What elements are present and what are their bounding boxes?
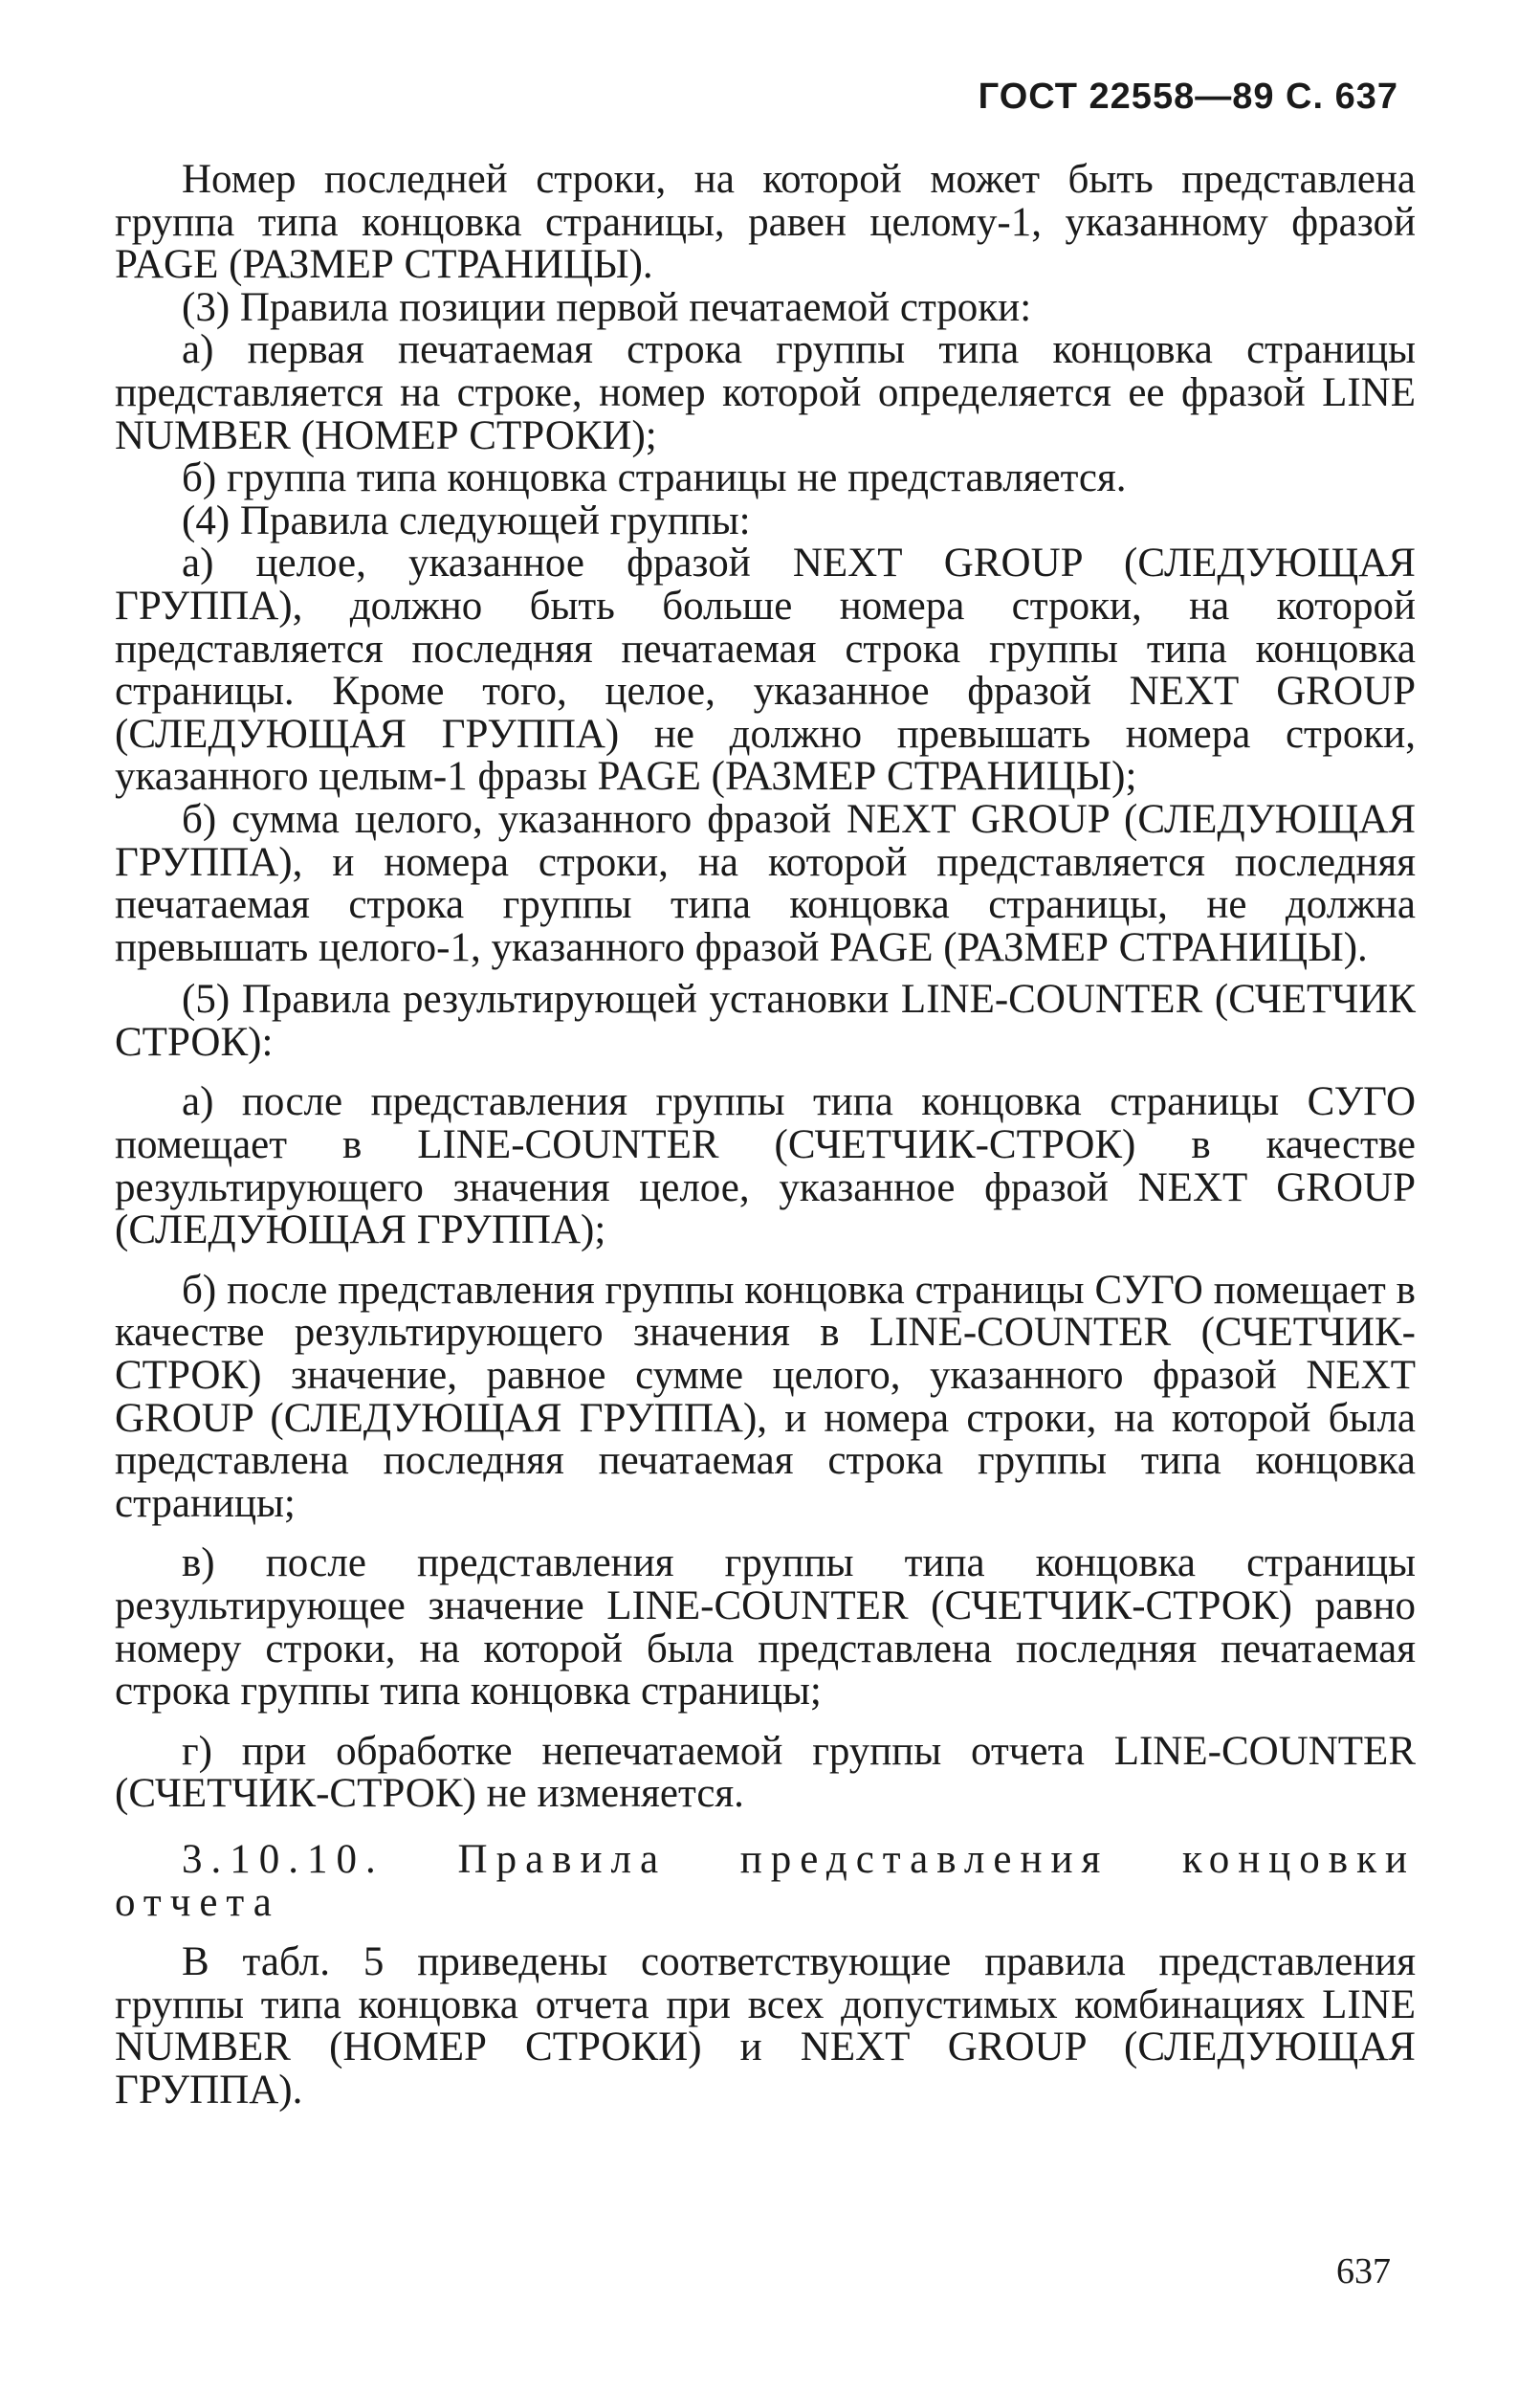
- running-header: ГОСТ 22558—89 С. 637: [978, 77, 1398, 117]
- paragraph-rule-4a: а) целое, указанное фразой NEXT GROUP (СЛЕДУЮЩАЯ ГРУППА), должно быть больше номера строки, на которой представляется последняя печатаемая строка группы типа концовка страницы. Кроме того, целое, указанное фразой NEXT GROUP (СЛЕДУЮЩАЯ ГРУППА) не должно превышать номера строки, указанного целым-1 фразы PAGE (РАЗМЕР СТРАНИЦЫ);: [115, 541, 1416, 800]
- paragraph-rule-5a: а) после представления группы типа концовка страницы СУГО помещает в LINE-COUNTER (СЧЕТЧИК-СТРОК) в качестве результирующего значения целое, указанное фразой NEXT GROUP (СЛЕДУЮЩАЯ ГРУППА);: [115, 1079, 1416, 1253]
- paragraph-rule-5-heading: (5) Правила результирующей установки LINE-COUNTER (СЧЕТЧИК СТРОК):: [115, 977, 1416, 1065]
- paragraph-rule-3b: б) группа типа концовка страницы не представляется.: [182, 455, 1127, 501]
- paragraph-last-line-number: Номер последней строки, на которой может быть представлена группа типа концовка страницы, равен целому-1, указанному фразой PAGE (РАЗМЕР СТРАНИЦЫ).: [115, 157, 1416, 288]
- page-number: 637: [1336, 2251, 1391, 2291]
- paragraph-rule-5g: г) при обработке непечатаемой группы отчета LINE-COUNTER (СЧЕТЧИК-СТРОК) не изменяется.: [115, 1728, 1416, 1817]
- paragraph-rule-5b: б) после представления группы концовка страницы СУГО помещает в качестве результирующего значения в LINE-COUNTER (СЧЕТЧИК-СТРОК) значение, равное сумме целого, указанного фразой NEXT GROUP (СЛЕДУЮЩАЯ ГРУППА), и номера строки, на которой была представлена последняя печатаемая строка группы типа концовка страницы;: [115, 1267, 1416, 1526]
- paragraph-rule-3a: а) первая печатаемая строка группы типа концовка страницы представляется на строке, номер которой определяется ее фразой LINE NUMBER (НОМЕР СТРОКИ);: [115, 327, 1416, 458]
- section-heading-3-10-10: 3.10.10. Правила представления концовки отчета: [115, 1836, 1416, 1925]
- paragraph-rule-3-heading: (3) Правила позиции первой печатаемой строки:: [182, 284, 1032, 330]
- paragraph-table-reference: В табл. 5 приведены соответствующие правила представления группы типа концовка отчета при всех допустимых комбинациях LINE NUMBER (НОМЕР СТРОКИ) и NEXT GROUP (СЛЕДУЮЩАЯ ГРУППА).: [115, 1939, 1416, 2113]
- paragraph-rule-4b: б) сумма целого, указанного фразой NEXT GROUP (СЛЕДУЮЩАЯ ГРУППА), и номера строки, на которой представляется последняя печатаемая строка группы типа концовка страницы, не должна превышать целого-1, указанного фразой PAGE (РАЗМЕР СТРАНИЦЫ).: [115, 796, 1416, 970]
- body-text: [115, 159, 1416, 2113]
- paragraph-rule-4-heading: (4) Правила следующей группы:: [182, 498, 751, 543]
- paragraph-rule-5v: в) после представления группы типа концовка страницы результирующее значение LINE-COUNTER (СЧЕТЧИК-СТРОК) равно номеру строки, на которой была представлена последняя печатаемая строка группы типа концовка страницы;: [115, 1540, 1416, 1715]
